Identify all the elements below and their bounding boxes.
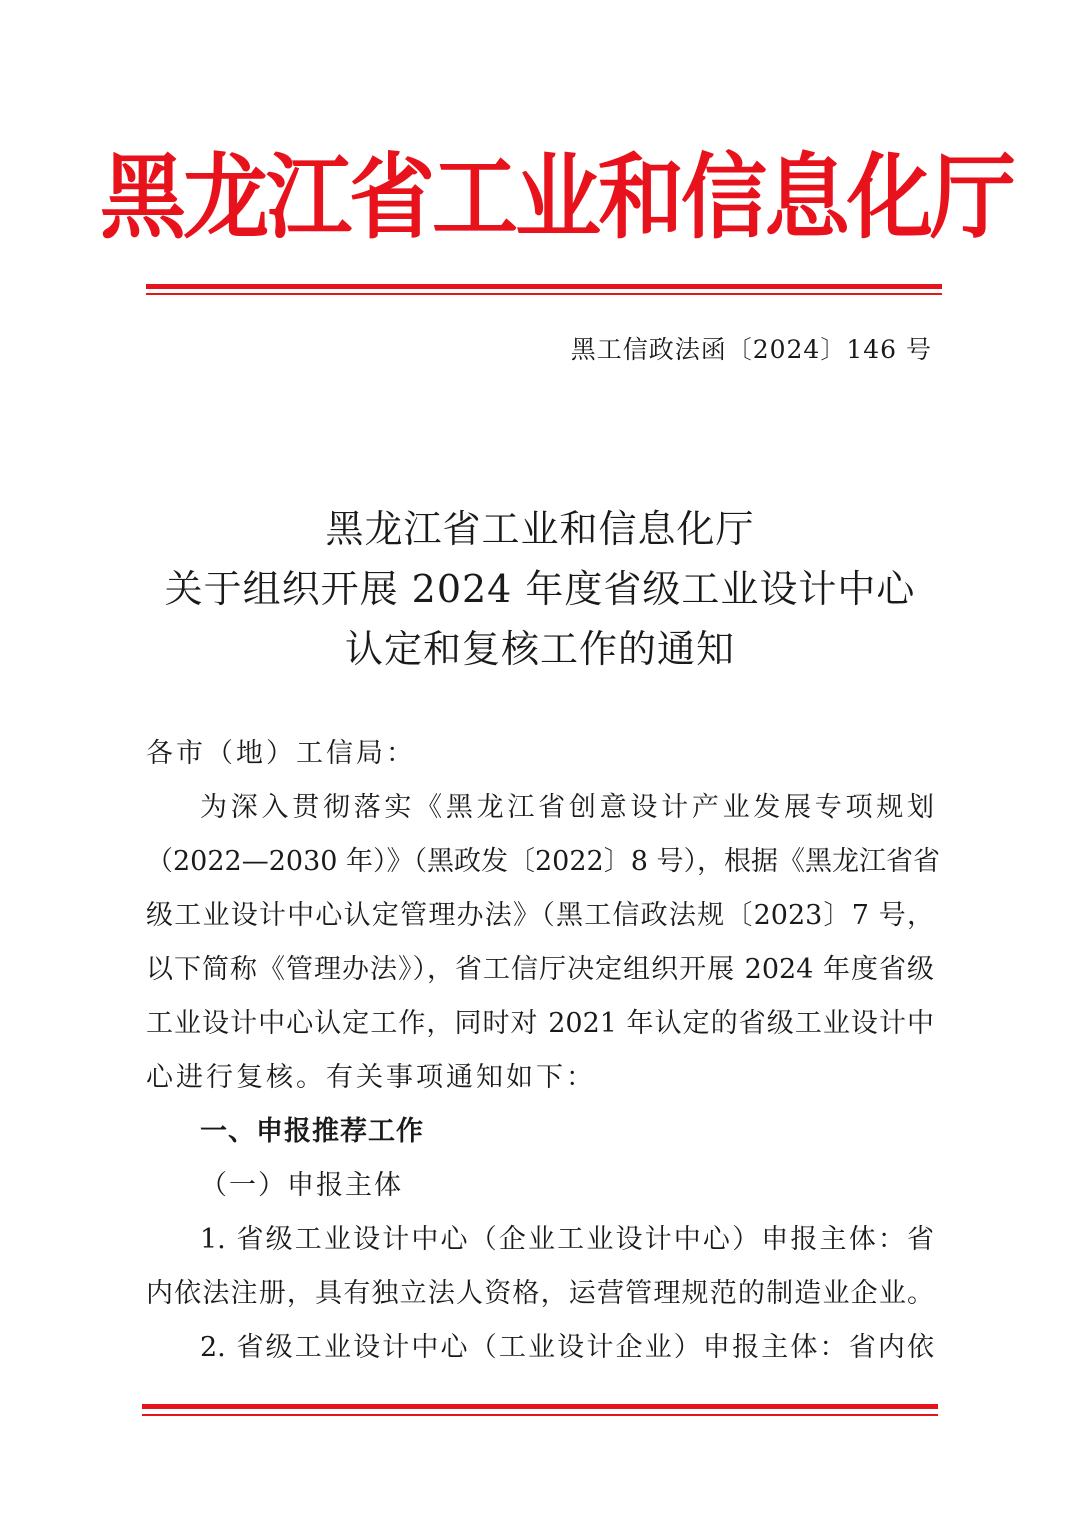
footer-rule-thick xyxy=(142,1404,938,1409)
item-line: 2. 省级工业设计中心（工业设计企业）申报主体：省内依 xyxy=(200,1332,934,1363)
paragraph-line: 为深入贯彻落实《黑龙江省创意设计产业发展专项规划 xyxy=(200,792,934,823)
title-line-2: 关于组织开展 2024 年度省级工业设计中心 xyxy=(164,567,916,611)
header-rule-thin xyxy=(146,293,942,295)
subsection-heading: （一）申报主体 xyxy=(200,1170,403,1201)
section-heading: 一、申报推荐工作 xyxy=(200,1116,424,1147)
salutation: 各市（地）工信局： xyxy=(146,738,416,769)
paragraph-line: 以下简称《管理办法》），省工信厅决定组织开展 2024 年度省级 xyxy=(146,954,934,985)
title-line-1: 黑龙江省工业和信息化厅 xyxy=(325,507,755,551)
item-line: 内依法注册，具有独立法人资格，运营管理规范的制造业企业。 xyxy=(146,1278,934,1309)
letterhead-org-name: 黑龙江省工业和信息化厅 xyxy=(100,144,1013,252)
document-number: 黑工信政法函〔2024〕146 号 xyxy=(570,335,932,364)
paragraph-line: 工业设计中心认定工作，同时对 2021 年认定的省级工业设计中 xyxy=(146,1008,934,1039)
paragraph-line: 心进行复核。有关事项通知如下： xyxy=(146,1062,596,1093)
header-rule-thick xyxy=(146,284,942,289)
item-line: 1. 省级工业设计中心（企业工业设计中心）申报主体：省 xyxy=(200,1224,934,1255)
paragraph-line: 级工业设计中心认定管理办法》（黑工信政法规〔2023〕7 号， xyxy=(146,900,934,931)
title-line-3: 认定和复核工作的通知 xyxy=(344,627,735,671)
footer-rule-thin xyxy=(142,1414,938,1416)
paragraph-line: （2022—2030 年）》（黑政发〔2022〕8 号），根据《黑龙江省省 xyxy=(146,846,940,877)
